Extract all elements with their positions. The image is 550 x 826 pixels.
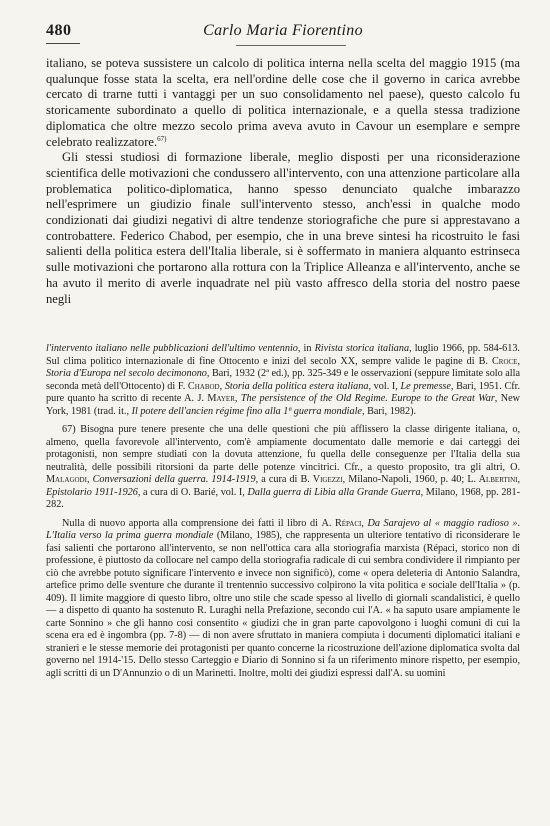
footnote-67 [46, 424, 520, 512]
fn66-author: B. Croce [478, 355, 518, 367]
fn66-text: , [517, 355, 520, 367]
fn66-journal: Rivista storica italiana [314, 343, 410, 355]
paragraph-1 [46, 56, 520, 150]
page-number-rule [46, 43, 80, 44]
fn67-title: Conversazioni della guerra. 1914-1919 [92, 474, 256, 486]
fn67b-author: A. Répaci [321, 517, 362, 529]
fn67b-title: Da Sarajevo al « maggio radioso » [367, 517, 518, 529]
fn66-title: The persistence of the Old Regime. Europe to the Great War [240, 393, 495, 405]
fn66-title: l'intervento italiano nelle pubblicazioni dell'ultimo ventennio [46, 343, 298, 355]
fn67-text: , Milano, 1968, pp. 281-282. [46, 486, 520, 511]
fn66-text: , vol. I, [368, 380, 401, 392]
fn66-text: , Bari, 1951. Cfr. pure quanto ha scritto di recente A. J. [46, 380, 521, 405]
page-header [46, 18, 520, 48]
footnote-66-continuation [46, 343, 520, 418]
fn66-title: Le premesse [400, 380, 451, 392]
fn67b-text: Nulla di nuovo apporta alla comprensione dei fatti il libro di [62, 517, 322, 529]
fn67-text: , a cura di O. Barié, vol. I, [137, 486, 248, 498]
footnote-67-continued [46, 518, 520, 681]
fn67-text: , a cura di [255, 474, 301, 486]
fn66-text: , [219, 380, 225, 392]
fn67-author: B. Vigezzi [300, 474, 343, 486]
footnote-ref-67: 67) [157, 134, 167, 143]
footnotes [46, 343, 520, 680]
fn66-text: , New York, 1981 (trad. it., [46, 393, 520, 417]
paragraph-1-text: italiano, se poteva sussistere un calcolo di politica interna nella scelta del maggio 1915 (ma qualunque fosse stata la scelta, era nell'ordine delle cose che il governo in carica avrebbe cercato di trarne tutti i vantaggi per un suo consolidamento nel paese), questo calcolo fu storicamente subordinato a quello di politica internazionale, e a quella stessa tradizione diplomatica che oltre mezzo secolo prima aveva avuto in Cavour un esemplare e sempre celebrato realizzatore. [46, 56, 520, 149]
running-title: Carlo Maria Fiorentino [203, 22, 363, 39]
fn66-text: , Bari, 1932 (2ª ed.), pp. 325-349 e le osservazioni (seppure limitate solo alla seconda metà dell'Ottocento) di [46, 368, 520, 392]
page-number: 480 [46, 22, 72, 39]
fn67-author: O. Malagodi [46, 461, 520, 486]
fn67-title: Epistolario 1911-1926 [46, 486, 138, 498]
fn66-author: F. Chabod [177, 380, 220, 392]
fn67-text: , Milano-Napoli, 1960, p. 40; [342, 474, 468, 486]
paragraph-2: Gli stessi studiosi di formazione liberale, meglio disposti per una riconsiderazione scientifica delle motivazioni che condussero all'intervento, con una attenzione particolare alla problematica politico-diplomatica, hanno spesso denunciato qualche imbarazzo nell'esprimere un giudizio finale sull'intervento stesso, anch'essi in qualche modo condizionati dai giudizi negativi di altre tendenze storiografiche che pure si apprestavano a controbattere. Federico Chabod, per esempio, che in una breve sintesi ha ricostruito le fasi salienti della politica estera dell'Italia liberale, si è soffermato in maniera alquanto estrinseca sulle motivazioni che portarono alla rottura con la Triplice Alleanza e all'intervento, anche se ha avuto il merito di averle inquadrate nel più vasto affresco della storia del nostro paese negli [46, 150, 520, 306]
fn67b-text: . [517, 517, 521, 529]
fn67-text: , [517, 474, 520, 486]
fn66-text: , [234, 393, 241, 405]
main-text [46, 56, 520, 307]
fn67-author: L. Albertini [467, 474, 518, 486]
fn67b-text: (Milano, 1985), che rappresenta un ulteriore tentativo di riconsiderare le fasi salienti che portarono all'intervento, se non nell'ottica cara alla storiografia marxista (Répaci, storico non di professione, è piuttosto da collocare nel campo della storiografia radicale di cui sembra condividere il rimpianto per ciò che avrebbe potuto significare l'intervento e invece non significò), come « opera deleteria di Antonio Salandra, artefice primo delle sventure che durante il trentennio successivo colpirono la vita politica e sociale dell'Italia » (p. 409). Il limite maggiore di questo libro, oltre uno stile che scade spesso al livello di giornali scandalistici, è quello — a dispetto di quanto ha sostenuto R. Luraghi nella Prefazione, secondo cui l'A. « ha saputo usare ampiamente le carte Sonnino » che gli hanno così consentito « giudizi che in gran parte capovolgono i luoghi comuni di cui la scena era ed è ingombra (pp. 7-8) — di non avere sfruttato in maniera compiuta i documenti diplomatici italiani e stranieri e le stesse memorie dei protagonisti per quanto concerne la ricostruzione dell'azione diplomatica svolta dal governo nel 1914-'15. Dello stesso Carteggio e Diario di Sonnino si fa un riferimento minore rispetto, per esempio, agli scritti di un D'Annunzio o di un Marinetti. Inoltre, molti dei giudizi espressi dall'A. su uomini [46, 530, 520, 679]
fn67-title: Dalla guerra di Libia alla Grande Guerra [247, 486, 421, 498]
fn67-text: 67) Bisogna pure tenere presente che una delle questioni che più afflissero la classe dirigente italiana, o, almeno, quella favorevole all'intervento, com'è ampiamente documentato dalle memorie e dai carteggi dei protagonisti, non sempre studiati con la dovuta attenzione, fu quella delle conseguenze per l'Italia della sua neutralità, delle possibili ritorsioni da parte delle potenze vincitrici. Cfr., a questo proposito, tra gli altri, [46, 424, 520, 473]
fn67b-text: , [361, 517, 368, 529]
running-title-rule [236, 45, 346, 46]
fn66-text: , Bari, 1982). [361, 405, 417, 417]
fn66-author: Mayer [207, 393, 235, 405]
fn67b-title: L'Italia verso la prima guerra mondiale [46, 530, 214, 542]
fn67-text: , [86, 474, 93, 486]
fn66-title: Storia d'Europa nel secolo decimonono [46, 368, 207, 380]
fn66-title: Il potere dell'ancien régime fino alla 1ª guerra mondiale [131, 405, 362, 417]
fn66-text: , in [297, 343, 315, 355]
fn66-title: Storia della politica estera italiana [224, 380, 369, 392]
fn66-text: , luglio 1966, pp. 584-613. Sul clima politico internazionale di fine Ottocento e inizi del secolo XX, sempre valide le pagine di [46, 343, 520, 367]
